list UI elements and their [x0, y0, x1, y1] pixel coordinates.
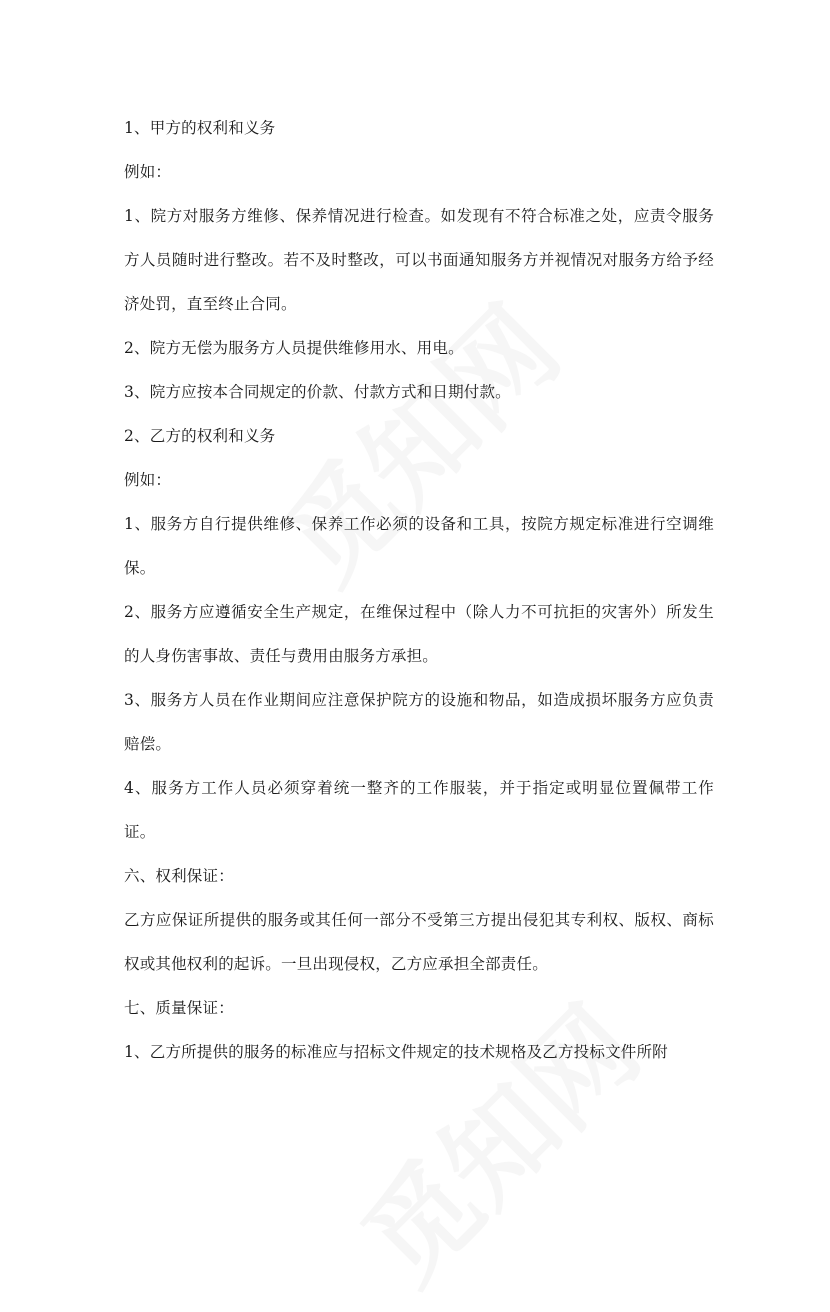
party-a-item-3: 3、院方应按本合同规定的价款、付款方式和日期付款。: [124, 383, 511, 401]
heading-rights-guarantee: 六、权利保证：: [124, 867, 234, 885]
rights-guarantee-text: 乙方应保证所提供的服务或其任何一部分不受第三方提出侵犯其专利权、版权、商标权或其他权利的起诉。一旦出现侵权，乙方应承担全部责任。: [124, 911, 714, 973]
party-a-item-2: 2、院方无偿为服务方人员提供维修用水、用电。: [124, 339, 464, 357]
example-label-a: 例如：: [124, 163, 172, 181]
heading-party-a-rights: 1、甲方的权利和义务: [124, 119, 276, 137]
heading-quality-guarantee: 七、质量保证：: [124, 999, 234, 1017]
party-b-item-2: 2、服务方应遵循安全生产规定，在维保过程中（除人力不可抗拒的灾害外）所发生的人身伤害事故、责任与费用由服务方承担。: [124, 603, 714, 665]
document-body: [124, 106, 714, 1074]
party-a-item-1: 1、院方对服务方维修、保养情况进行检查。如发现有不符合标准之处，应责令服务方人员随时进行整改。若不及时整改，可以书面通知服务方并视情况对服务方给予经济处罚，直至终止合同。: [124, 207, 714, 313]
example-label-b: 例如：: [124, 471, 172, 489]
party-b-item-3: 3、服务方人员在作业期间应注意保护院方的设施和物品，如造成损坏服务方应负责赔偿。: [124, 691, 714, 753]
party-b-item-4: 4、服务方工作人员必须穿着统一整齐的工作服装，并于指定或明显位置佩带工作证。: [124, 779, 714, 841]
party-b-item-1: 1、服务方自行提供维修、保养工作必须的设备和工具，按院方规定标准进行空调维保。: [124, 515, 714, 577]
heading-party-b-rights: 2、乙方的权利和义务: [124, 427, 276, 445]
quality-guarantee-item-1: 1、乙方所提供的服务的标准应与招标文件规定的技术规格及乙方投标文件所附: [124, 1043, 668, 1061]
